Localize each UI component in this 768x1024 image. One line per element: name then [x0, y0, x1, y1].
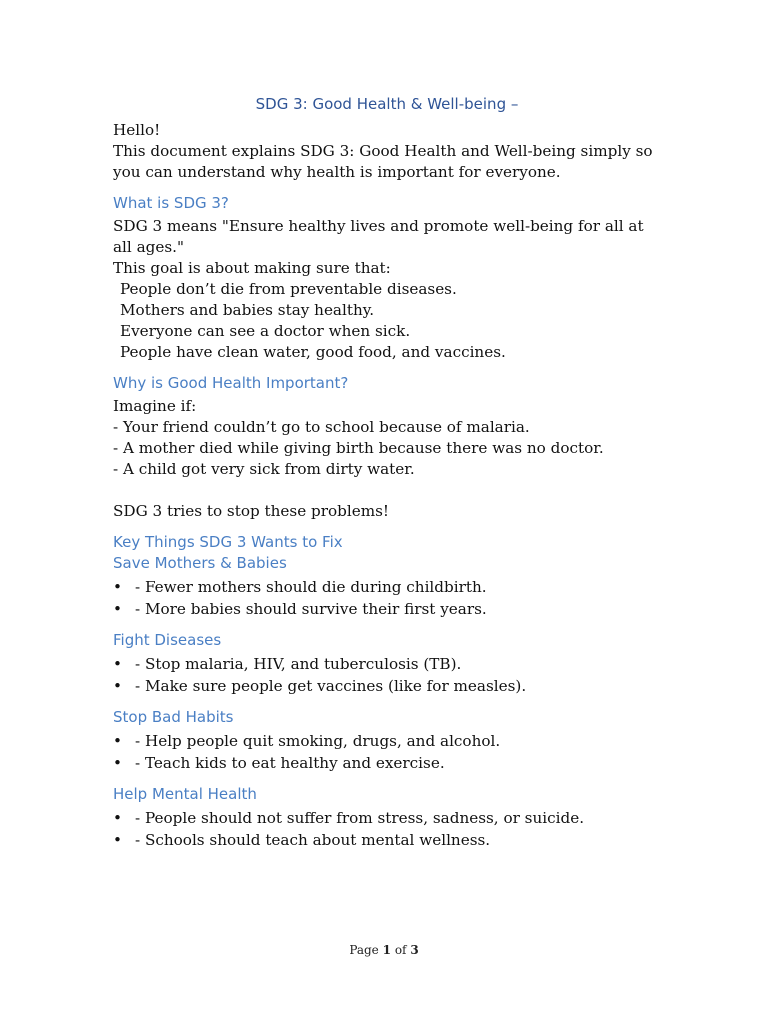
footer-of-word: of	[394, 943, 407, 957]
footer-current-page: 1	[382, 943, 391, 957]
heading-key-things: Key Things SDG 3 Wants to Fix	[113, 533, 343, 551]
heading-what: What is SDG 3?	[113, 194, 229, 212]
what-lead: This goal is about making sure that:	[113, 259, 391, 277]
what-point: Everyone can see a doctor when sick.	[120, 322, 411, 340]
document-page	[113, 94, 653, 851]
why-lead: Imagine if:	[113, 397, 197, 415]
list-item	[113, 598, 653, 620]
bullet-icon: •	[113, 732, 122, 750]
what-point: People don’t die from preventable diseases.	[120, 280, 457, 298]
list-item-text: - People should not suffer from stress, sadness, or suicide.	[135, 809, 585, 827]
list-item	[113, 653, 653, 675]
list-item-text: - More babies should survive their first years.	[135, 600, 487, 618]
list-item-text: - Stop malaria, HIV, and tuberculosis (TB).	[135, 655, 462, 673]
list-item	[113, 730, 653, 752]
why-point: - A mother died while giving birth because there was no doctor.	[113, 439, 604, 457]
bullet-list	[113, 807, 653, 851]
bullet-icon: •	[113, 754, 122, 772]
intro-greeting: Hello!	[113, 121, 161, 139]
bullet-list	[113, 653, 653, 697]
bullet-icon: •	[113, 578, 122, 596]
footer-total-pages: 3	[410, 943, 419, 957]
bullet-icon: •	[113, 809, 122, 827]
what-point: People have clean water, good food, and vaccines.	[120, 343, 506, 361]
spacer	[113, 480, 653, 501]
bullet-icon: •	[113, 600, 122, 618]
list-item	[113, 829, 653, 851]
bullet-list	[113, 576, 653, 620]
footer-page-word: Page	[349, 943, 379, 957]
list-item	[113, 576, 653, 598]
list-item-text: - Help people quit smoking, drugs, and alcohol.	[135, 732, 501, 750]
why-point: - A child got very sick from dirty water.	[113, 460, 415, 478]
list-item	[113, 807, 653, 829]
list-item-text: - Fewer mothers should die during childbirth.	[135, 578, 487, 596]
page-footer	[0, 943, 768, 957]
bullet-icon: •	[113, 655, 122, 673]
heading-why: Why is Good Health Important?	[113, 374, 349, 392]
heading-stop-bad-habits: Stop Bad Habits	[113, 708, 234, 726]
heading-fight-diseases: Fight Diseases	[113, 631, 222, 649]
bullet-list	[113, 730, 653, 774]
intro-text: This document explains SDG 3: Good Health and Well-being simply so you can understand why health is important for everyone.	[113, 142, 653, 181]
what-definition: SDG 3 means "Ensure healthy lives and promote well-being for all at all ages."	[113, 217, 644, 256]
list-item	[113, 675, 653, 697]
bullet-icon: •	[113, 831, 122, 849]
heading-mental-health: Help Mental Health	[113, 785, 257, 803]
list-item	[113, 752, 653, 774]
why-point: - Your friend couldn’t go to school because of malaria.	[113, 418, 530, 436]
list-item-text: - Teach kids to eat healthy and exercise.	[135, 754, 445, 772]
document-title: SDG 3: Good Health & Well-being –	[255, 95, 519, 113]
bullet-icon: •	[113, 677, 122, 695]
list-item-text: - Make sure people get vaccines (like for measles).	[135, 677, 527, 695]
heading-save-mothers: Save Mothers & Babies	[113, 554, 287, 572]
why-closing: SDG 3 tries to stop these problems!	[113, 502, 390, 520]
what-point: Mothers and babies stay healthy.	[120, 301, 375, 319]
list-item-text: - Schools should teach about mental wellness.	[135, 831, 491, 849]
